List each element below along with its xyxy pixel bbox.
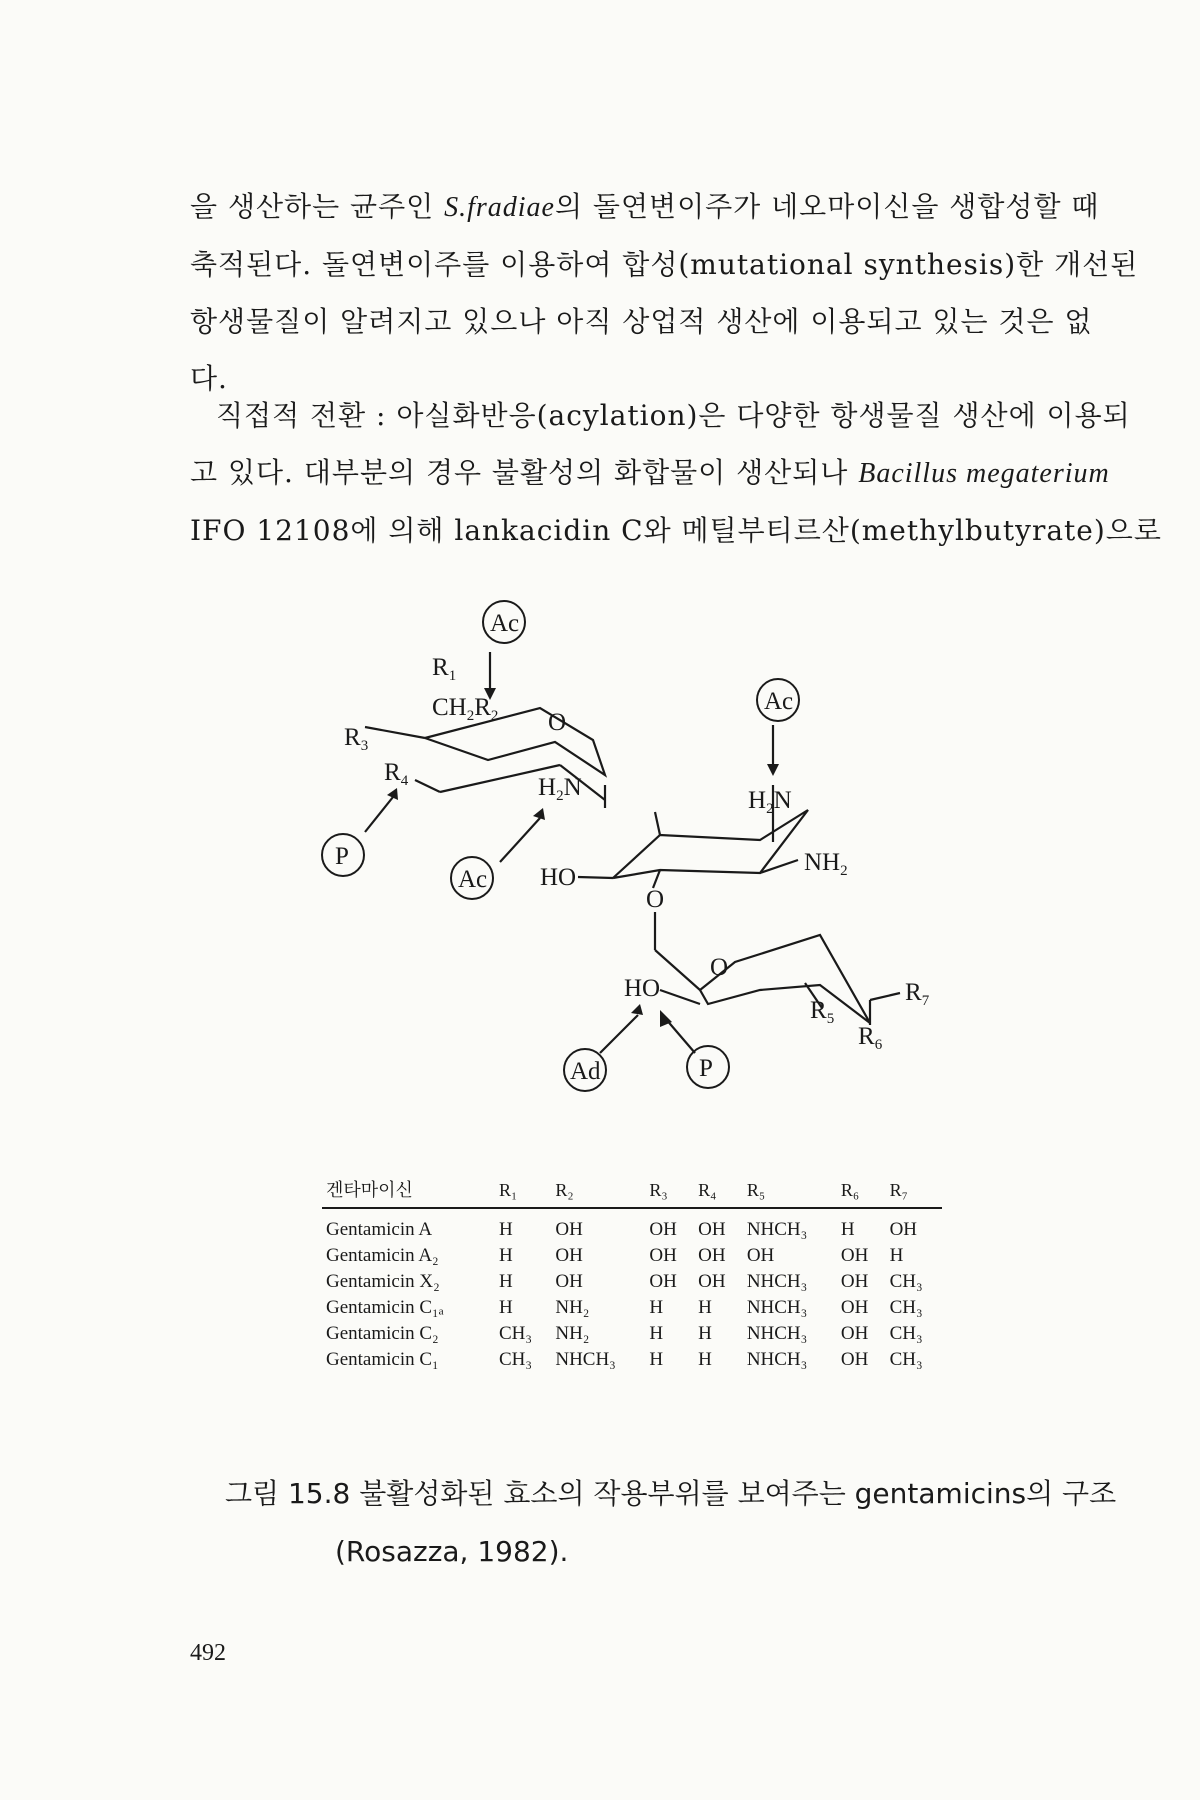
arrow-p1-shaft: [365, 797, 393, 832]
table-cell: H: [498, 1297, 513, 1318]
table-cell: Gentamicin C₁: [326, 1349, 439, 1370]
r7-label: $R_7$: [905, 979, 930, 1009]
table-header: R₄: [694, 1177, 743, 1208]
table-header-row: [322, 1177, 942, 1208]
ring-c-bond-r7: [870, 993, 900, 1000]
table-row: [322, 1295, 942, 1321]
table-cell: OH: [840, 1349, 869, 1370]
arrow-ad-shaft: [600, 1015, 638, 1053]
table-cell: OH: [698, 1271, 726, 1292]
table-cell: OH: [840, 1245, 869, 1266]
table-cell: Gentamicin X₂: [326, 1271, 440, 1292]
table-cell: CH₃: [498, 1323, 532, 1344]
table-cell: OH: [649, 1245, 677, 1266]
r5-label: $R_5$: [810, 997, 835, 1027]
table-cell: OH: [698, 1245, 726, 1266]
table-cell: NHCH₃: [746, 1349, 808, 1370]
table-cell: Gentamicin C₁ₐ: [326, 1297, 444, 1318]
table-cell: Gentamicin A₂: [326, 1245, 439, 1266]
link-oxygen-label: O: [646, 886, 665, 913]
table-header: R₁: [495, 1177, 551, 1208]
ac1-label: Ac: [490, 610, 520, 637]
ho-ring-b-label: HO: [540, 864, 577, 891]
ring-c-bond-ho: [660, 990, 700, 1004]
ad-label: Ad: [570, 1058, 601, 1085]
table-cell: OH: [840, 1323, 869, 1344]
arrow-ad-head: [631, 1004, 643, 1015]
table-cell: Gentamicin A: [326, 1219, 433, 1240]
figure-caption-line-2: (Rosazza, 1982).: [335, 1535, 569, 1568]
ring-a-bond-r3: [365, 727, 425, 738]
table-header: 겐타마이신: [322, 1177, 495, 1208]
r1-label: $R_1$: [432, 654, 457, 684]
table-cell: OH: [555, 1219, 583, 1240]
paragraph-2-line-3: IFO 12108에 의해 lankacidin C와 메틸부티르산(methylbutyrate)으로: [190, 514, 1162, 547]
table-cell: H: [498, 1245, 513, 1266]
h2n-ring-b-label: $H_2N$: [748, 787, 792, 817]
table-cell: OH: [649, 1219, 677, 1240]
ac3-label: Ac: [458, 866, 488, 893]
arrow-p2-shaft: [665, 1018, 695, 1053]
paragraph-1-line-2: 축적된다. 돌연변이주를 이용하여 합성(mutational synthesis)한 개선된: [190, 248, 1139, 281]
table-cell: NHCH₃: [746, 1323, 808, 1344]
ring-b-bonds: [613, 810, 808, 878]
table-cell: CH₃: [889, 1297, 923, 1318]
table-row: [322, 1243, 942, 1269]
paragraph-2-line-1: 직접적 전환 : 아실화반응(acylation)은 다양한 항생물질 생산에 이용되: [216, 399, 1131, 432]
table-cell: H: [649, 1297, 664, 1318]
ring-a-bond-r4: [415, 780, 440, 792]
table-row: [322, 1347, 942, 1373]
table-cell: NH₂: [555, 1297, 590, 1318]
h2n-ring-a-label: $H_2N$: [538, 774, 582, 804]
table-cell: OH: [555, 1271, 583, 1292]
table-cell: OH: [649, 1271, 677, 1292]
table-cell: H: [649, 1323, 664, 1344]
table-cell: H: [698, 1323, 712, 1344]
ring-c-oxygen-label: O: [710, 954, 729, 981]
paragraph-1-line-1: 을 생산하는 균주인 S.fradiae의 돌연변이주가 네오마이신을 생합성할 때: [190, 190, 1100, 223]
ac2-label: Ac: [764, 688, 794, 715]
figure-caption: [225, 1465, 1117, 1581]
table-header: R₃: [645, 1177, 694, 1208]
table-header: R₆: [837, 1177, 886, 1208]
table-row: [322, 1269, 942, 1295]
table-cell: NH₂: [555, 1323, 590, 1344]
paragraph-1-line-4: 다.: [190, 362, 228, 395]
ring-a-oxygen-label: O: [548, 709, 567, 736]
paragraph-2-line-2: 고 있다. 대부분의 경우 불활성의 화합물이 생산되나 Bacillus megaterium: [190, 456, 1110, 489]
table-cell: H: [698, 1297, 712, 1318]
table-cell: NHCH₃: [746, 1297, 808, 1318]
table-cell: OH: [746, 1245, 775, 1266]
table-cell: CH₃: [498, 1349, 532, 1370]
table-cell: NHCH₃: [746, 1219, 808, 1240]
table-row: [322, 1208, 942, 1243]
ch2r2-label: $CH_2R_2$: [432, 694, 499, 724]
ring-b-bond-up: [655, 812, 660, 835]
table-header: R₂: [551, 1177, 645, 1208]
paragraph-1-line-3: 항생물질이 알려지고 있으나 아직 상업적 생산에 이용되고 있는 것은 없: [190, 305, 1093, 338]
table-cell: OH: [555, 1245, 583, 1266]
table-cell: OH: [840, 1297, 869, 1318]
page-number: 492: [190, 1640, 226, 1666]
r3-label: $R_3$: [344, 724, 369, 754]
table-cell: CH₃: [889, 1349, 923, 1370]
table-cell: OH: [698, 1219, 726, 1240]
arrow-ac2-shaft: [500, 818, 540, 862]
r4-label: $R_4$: [384, 759, 409, 789]
table-cell: NHCH₃: [555, 1349, 616, 1370]
table-header: R₅: [743, 1177, 837, 1208]
p1-label: P: [335, 843, 349, 870]
table-header: R₇: [886, 1177, 942, 1208]
table-cell: H: [498, 1219, 513, 1240]
table-cell: OH: [840, 1271, 869, 1292]
table-cell: OH: [889, 1219, 918, 1240]
r6-label: $R_6$: [858, 1023, 883, 1053]
table-cell: H: [498, 1271, 513, 1292]
table-cell: H: [889, 1245, 904, 1266]
figure-caption-line-1: 그림 15.8 불활성화된 효소의 작용부위를 보여주는 gentamicins의 구조: [225, 1477, 1117, 1510]
ring-b-bond-ho: [578, 877, 613, 878]
table-cell: NHCH₃: [746, 1271, 808, 1292]
table-cell: H: [698, 1349, 712, 1370]
p2-label: P: [699, 1055, 713, 1082]
table-cell: CH₃: [889, 1323, 923, 1344]
gentamicin-substituent-table: [322, 1177, 942, 1373]
arrow-ac3-head: [767, 764, 779, 776]
table-cell: H: [840, 1219, 855, 1240]
table-cell: Gentamicin C₂: [326, 1323, 439, 1344]
table-cell: CH₃: [889, 1271, 923, 1292]
nh2-label: $NH_2$: [804, 849, 848, 879]
ho-ring-c-label: HO: [624, 975, 661, 1002]
table-row: [322, 1321, 942, 1347]
ring-c-bonds: [655, 935, 870, 1023]
table-cell: H: [649, 1349, 664, 1370]
